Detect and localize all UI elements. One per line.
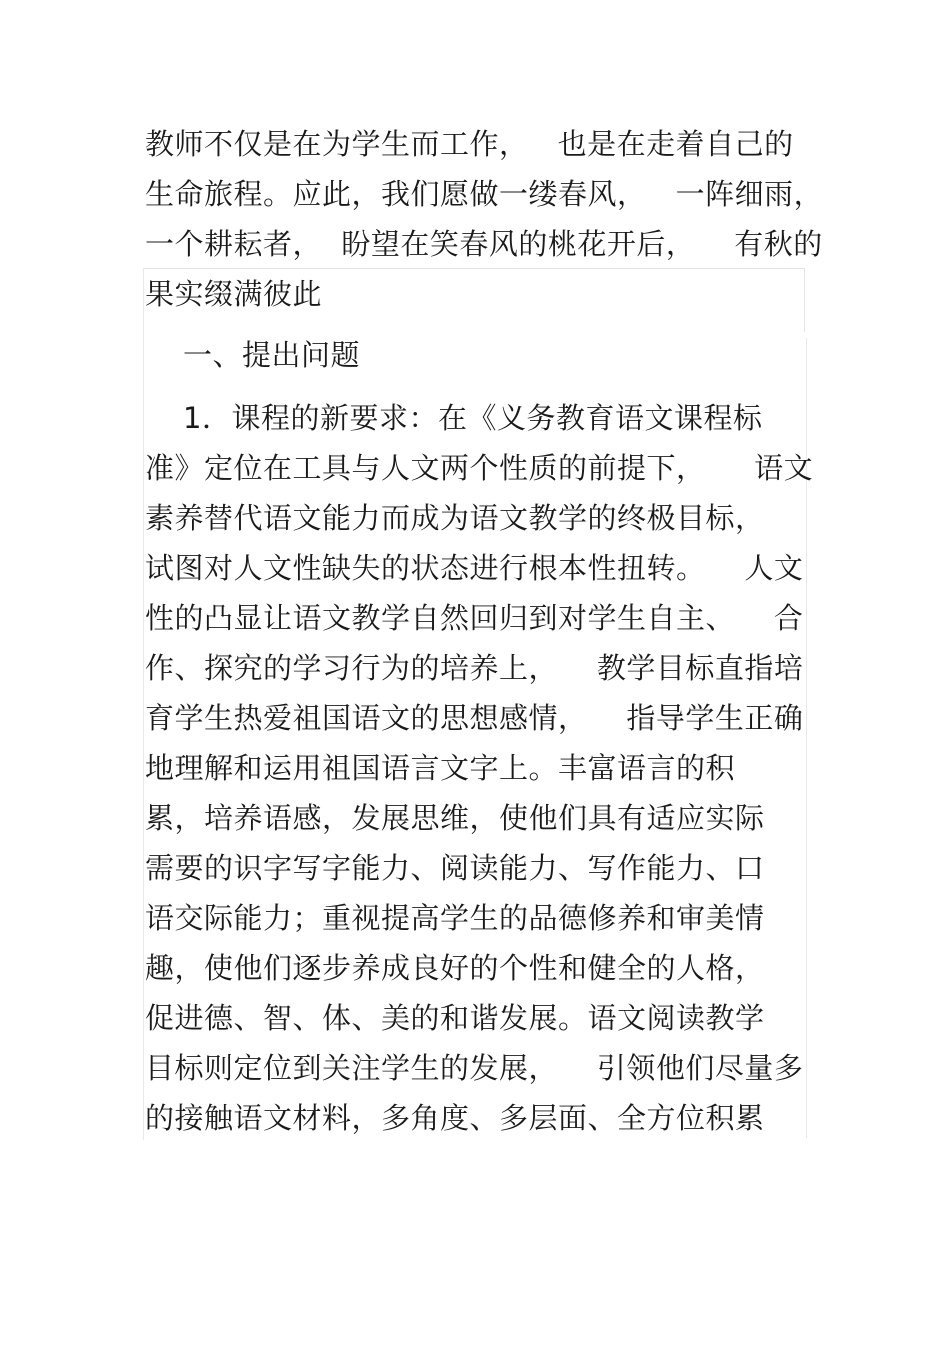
text-line: 趣，使他们逐步养成良好的个性和健全的人格， (145, 951, 765, 985)
text-line: 累，培养语感，发展思维，使他们具有适应实际 (145, 801, 765, 835)
text-line: 性的凸显让语文教学自然回归到对学生自主、 合 (145, 601, 804, 635)
frame-border-top (143, 268, 805, 269)
text-line: 的接触语文材料，多角度、多层面、全方位积累 (145, 1101, 765, 1135)
text-line: 果实缀满彼此 (145, 277, 323, 311)
text-line: 需要的识字写字能力、阅读能力、写作能力、口 (145, 851, 765, 885)
text-line: 语交际能力；重视提高学生的品德修养和审美情 (145, 901, 765, 935)
text-line: 1．课程的新要求：在《义务教育语文课程标 (183, 401, 763, 435)
text-line: 生命旅程。应此，我们愿做一缕春风， 一阵细雨， (145, 177, 824, 211)
text-line: 目标则定位到关注学生的发展， 引领他们尽量多 (145, 1051, 804, 1085)
text-line: 素养替代语文能力而成为语文教学的终极目标， (145, 501, 765, 535)
text-line: 促进德、智、体、美的和谐发展。语文阅读教学 (145, 1001, 765, 1035)
text-line: 地理解和运用祖国语言文字上。丰富语言的积 (145, 751, 736, 785)
text-line: 作、探究的学习行为的培养上， 教学目标直指培 (145, 651, 804, 685)
text-line: 一个耕耘者， 盼望在笑春风的桃花开后， 有秋的 (145, 227, 823, 261)
frame-border-left (143, 268, 144, 1140)
text-line: 育学生热爱祖国语文的思想感情， 指导学生正确 (145, 701, 804, 735)
text-line: 教师不仅是在为学生而工作， 也是在走着自己的 (145, 127, 794, 161)
text-line: 试图对人文性缺失的状态进行根本性扭转。 人文 (145, 551, 804, 585)
section-heading: 一、提出问题 (183, 338, 361, 372)
text-line: 准》定位在工具与人文两个性质的前提下， 语文 (145, 451, 814, 485)
